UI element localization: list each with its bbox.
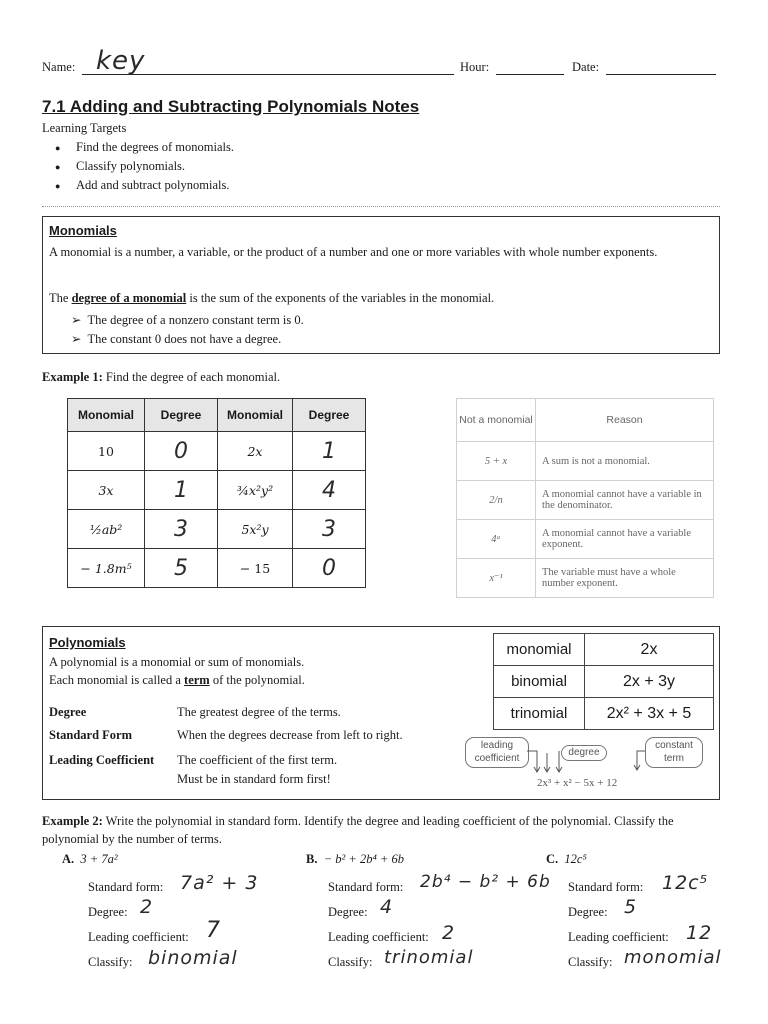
problem-expression: 3 + 7a²	[80, 852, 118, 866]
classify-answer[interactable]: monomial	[624, 947, 722, 968]
reason-cell: A monomial cannot have a variable exponent.	[536, 520, 714, 559]
leading-coefficient-answer[interactable]: 2	[442, 922, 456, 944]
classification-table	[493, 633, 714, 730]
term-word: term	[184, 673, 210, 687]
expression-cell: 5 + x	[457, 442, 536, 481]
table-row	[68, 432, 366, 471]
degree-callout: degree	[561, 745, 607, 761]
learning-target-item: ● Classify polynomials.	[76, 157, 234, 176]
expression-cell: 4ᵃ	[457, 520, 536, 559]
monomial-cell: − 1.8m⁵	[68, 549, 145, 588]
monomials-box	[42, 216, 720, 354]
example1-prompt: Example 1: Find the degree of each monomial.	[42, 370, 281, 384]
example2-label: Example 2:	[42, 814, 103, 828]
learning-target-item: ● Add and subtract polynomials.	[76, 176, 234, 195]
standard-form-label: Standard form:	[88, 880, 164, 894]
reason-cell: A sum is not a monomial.	[536, 442, 714, 481]
monomials-heading: Monomials	[49, 223, 117, 238]
page-title: 7.1 Adding and Subtracting Polynomials Notes	[42, 97, 420, 116]
not-monomial-table	[456, 398, 714, 598]
degree-answer: 4	[293, 471, 366, 510]
classification-label: trinomial	[494, 698, 585, 730]
table-row	[494, 698, 714, 730]
standard-form-label: Standard form:	[328, 880, 404, 894]
standard-form-term: Standard Form	[49, 728, 132, 742]
problem-letter: B.	[306, 852, 318, 866]
diagram-expression: 2x³ + x² − 5x + 12	[537, 777, 618, 789]
leading-coefficient-answer[interactable]: 12	[686, 922, 713, 944]
monomial-cell: ¾x²y²	[218, 471, 293, 510]
degree-rule-item: ➢ The constant 0 does not have a degree.	[71, 332, 282, 346]
classification-example: 2x + 3y	[585, 666, 714, 698]
classify-label: Classify:	[328, 955, 373, 969]
table-row	[457, 442, 714, 481]
expression-cell: x⁻¹	[457, 559, 536, 598]
degree-label: Degree:	[88, 905, 128, 919]
degree-def: The greatest degree of the terms.	[177, 705, 341, 719]
learning-targets-heading: Learning Targets	[42, 121, 127, 135]
arrow-bullet-icon: ➢	[71, 313, 82, 327]
standard-form-note: Must be in standard form first!	[177, 772, 331, 786]
problem-letter: C.	[546, 852, 559, 866]
monomial-cell: 10	[68, 432, 145, 471]
example2-prompt: Example 2: Write the polynomial in standard form. Identify the degree and leading coefficient of the polynomial. Classify the polynomial by the number of terms.	[42, 814, 674, 846]
table-row	[457, 520, 714, 559]
degree-answer: 3	[145, 510, 218, 549]
problem-letter: A.	[62, 852, 75, 866]
classification-example: 2x² + 3x + 5	[585, 698, 714, 730]
callout-arrows	[527, 745, 657, 781]
column-header: Monomial	[218, 399, 293, 432]
table-row	[494, 634, 714, 666]
monomial-cell: 5x²y	[218, 510, 293, 549]
table-row	[68, 471, 366, 510]
leading-coefficient-callout: leading coefficient	[465, 737, 529, 768]
degree-answer: 0	[145, 432, 218, 471]
name-value: key	[96, 46, 146, 76]
monomial-cell: 2x	[218, 432, 293, 471]
degree-def-post: is the sum of the exponents of the variables in the monomial.	[186, 291, 495, 305]
table-row	[457, 559, 714, 598]
problem-a	[62, 852, 118, 867]
reason-cell: A monomial cannot have a variable in the denominator.	[536, 481, 714, 520]
leading-coefficient-term: Leading Coefficient	[49, 753, 155, 767]
degree-def-pre: The	[49, 291, 72, 305]
classification-example: 2x	[585, 634, 714, 666]
problem-c	[546, 852, 587, 867]
example1-label: Example 1:	[42, 370, 103, 384]
date-line[interactable]	[606, 74, 716, 75]
degree-answer: 3	[293, 510, 366, 549]
standard-form-answer[interactable]: 7a² + 3	[180, 872, 259, 894]
standard-form-def: When the degrees decrease from left to right.	[177, 728, 403, 742]
column-header: Degree	[145, 399, 218, 432]
monomial-definition: A monomial is a number, a variable, or the product of a number and one or more variables with whole number exponents.	[49, 245, 658, 259]
degree-answer[interactable]: 5	[624, 896, 638, 918]
standard-form-answer[interactable]: 2b⁴ − b² + 6b	[420, 872, 551, 892]
classification-label: monomial	[494, 634, 585, 666]
monomial-cell: 3x	[68, 471, 145, 510]
classify-label: Classify:	[568, 955, 613, 969]
degree-term: Degree	[49, 705, 87, 719]
classify-label: Classify:	[88, 955, 133, 969]
table-row	[494, 666, 714, 698]
monomial-cell: ½ab²	[68, 510, 145, 549]
expression-cell: 2/n	[457, 481, 536, 520]
classify-answer[interactable]: binomial	[148, 947, 238, 969]
reason-cell: The variable must have a whole number exponent.	[536, 559, 714, 598]
leading-coefficient-label: Leading coefficient:	[328, 930, 429, 944]
leading-coefficient-label: Leading coefficient:	[88, 930, 189, 944]
name-label: Name:	[42, 60, 76, 74]
degree-answer[interactable]: 2	[140, 896, 154, 918]
column-header: Not a monomial	[457, 399, 536, 442]
table-header-row	[457, 399, 714, 442]
term-definition: Each monomial is called a term of the polynomial.	[49, 673, 305, 687]
monomial-degree-table	[67, 398, 366, 588]
learning-targets-list	[48, 138, 234, 195]
standard-form-answer[interactable]: 12c⁵	[662, 872, 709, 894]
section-divider	[42, 206, 720, 207]
polynomials-box	[42, 626, 720, 800]
problem-expression: 12c⁵	[564, 852, 587, 866]
table-row	[457, 481, 714, 520]
column-header: Monomial	[68, 399, 145, 432]
arrow-bullet-icon: ➢	[71, 332, 82, 346]
constant-term-callout: constant term	[645, 737, 703, 768]
degree-of-monomial-definition	[49, 291, 709, 306]
column-header: Degree	[293, 399, 366, 432]
table-row	[68, 549, 366, 588]
degree-answer: 0	[293, 549, 366, 588]
degree-rules	[71, 311, 304, 349]
hour-label: Hour:	[460, 60, 490, 74]
degree-label: Degree:	[568, 905, 608, 919]
standard-form-label: Standard form:	[568, 880, 644, 894]
leading-coefficient-def: The coefficient of the first term.	[177, 753, 338, 767]
monomial-cell: − 15	[218, 549, 293, 588]
degree-answer[interactable]: 4	[380, 896, 394, 918]
degree-answer: 1	[145, 471, 218, 510]
learning-target-item: ● Find the degrees of monomials.	[76, 138, 234, 157]
table-header-row	[68, 399, 366, 432]
table-row	[68, 510, 366, 549]
leading-coefficient-answer[interactable]: 7	[206, 918, 221, 943]
degree-rule-item: ➢ The degree of a nonzero constant term is 0.	[71, 313, 304, 327]
date-label: Date:	[572, 60, 600, 74]
polynomial-definition: A polynomial is a monomial or sum of monomials.	[49, 655, 305, 669]
classification-label: binomial	[494, 666, 585, 698]
hour-line[interactable]	[496, 74, 564, 75]
problem-expression: − b² + 2b⁴ + 6b	[323, 852, 404, 866]
leading-coefficient-label: Leading coefficient:	[568, 930, 669, 944]
degree-answer: 5	[145, 549, 218, 588]
degree-answer: 1	[293, 432, 366, 471]
column-header: Reason	[536, 399, 714, 442]
polynomials-heading: Polynomials	[49, 635, 126, 650]
problem-b	[306, 852, 404, 867]
degree-label: Degree:	[328, 905, 368, 919]
degree-def-term: degree of a monomial	[71, 291, 187, 305]
classify-answer[interactable]: trinomial	[384, 947, 474, 968]
